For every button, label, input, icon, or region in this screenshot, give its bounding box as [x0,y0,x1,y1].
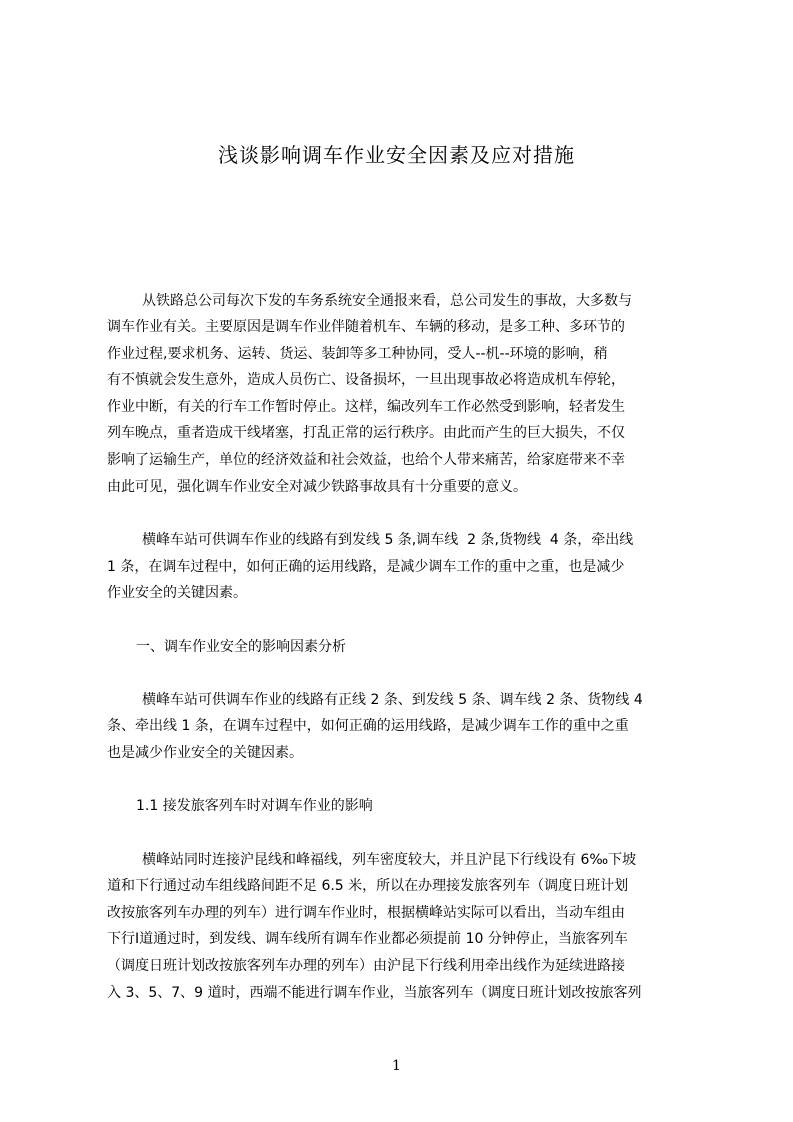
page-title: 浅谈影响调车作业安全因素及应对措施 [218,143,575,167]
text-line: 影响了运输生产，单位的经济效益和社会效益，也给个人带来痛苦，给家庭带来不幸 [107,452,625,468]
text-line: 作业安全的关键因素。 [107,585,247,601]
text-line: 道和下行通过动车组线路间距不足 6.5 米，所以在办理接发旅客列车（调度日班计划 [107,878,629,894]
text-line: （调度日班计划改按旅客列车办理的列车）由沪昆下行线利用牵出线作为延续进路接 [107,958,625,974]
text-line: 调车作业有关。主要原因是调车作业伴随着机车、车辆的移动，是多工种、多环节的 [107,319,625,335]
text-line: 下行Ⅰ道通过时，到发线、调车线所有调车作业都必须提前 10 分钟停止，当旅客列车 [107,931,628,947]
heading-text: 1.1 接发旅客列车时对调车作业的影响 [136,798,373,814]
text-line: 横峰站同时连接沪昆线和峰福线，列车密度较大，并且沪昆下行线设有 6‰下坡 [142,852,637,868]
text-line: 改按旅客列车办理的列车）进行调车作业时，根据横峰站实际可以看出，当动车组由 [107,905,625,921]
text-line: 由此可见，强化调车作业安全对减少铁路事故具有十分重要的意义。 [107,479,527,495]
text-line: 横峰车站可供调车作业的线路有正线 2 条、到发线 5 条、调车线 2 条、货物线 4 [142,692,643,708]
text-line: 作业过程,要求机务、运转、货运、装卸等多工种协同，受人--机--环境的影响，稍 [107,346,608,362]
text-line: 从铁路总公司每次下发的车务系统安全通报来看，总公司发生的事故，大多数与 [142,293,632,309]
text-line: 入 3、5、7、9 道时，西端不能进行调车作业，当旅客列车（调度日班计划改按旅客列 [107,985,642,1001]
text-line: 1 条，在调车过程中，如何正确的运用线路，是减少调车工作的重中之重，也是减少 [107,559,625,575]
text-line: 条、牵出线 1 条，在调车过程中，如何正确的运用线路，是减少调车工作的重中之重 [107,718,629,734]
text-line: 横峰车站可供调车作业的线路有到发线 5 条,调车线 2 条,货物线 4 条，牵出线 [142,532,634,548]
heading-text: 一、调车作业安全的影响因素分析 [136,639,346,655]
text-line: 作业中断，有关的行车工作暂时停止。这样，编改列车工作必然受到影响，轻者发生 [107,399,625,415]
page-number: 1 [392,1058,401,1074]
text-line: 有不慎就会发生意外，造成人员伤亡、设备损坏，一旦出现事故必将造成机车停轮， [107,372,625,388]
text-line: 列车晚点，重者造成干线堵塞，打乱正常的运行秩序。由此而产生的巨大损失，不仅 [107,425,625,441]
text-line: 也是减少作业安全的关键因素。 [107,745,303,761]
